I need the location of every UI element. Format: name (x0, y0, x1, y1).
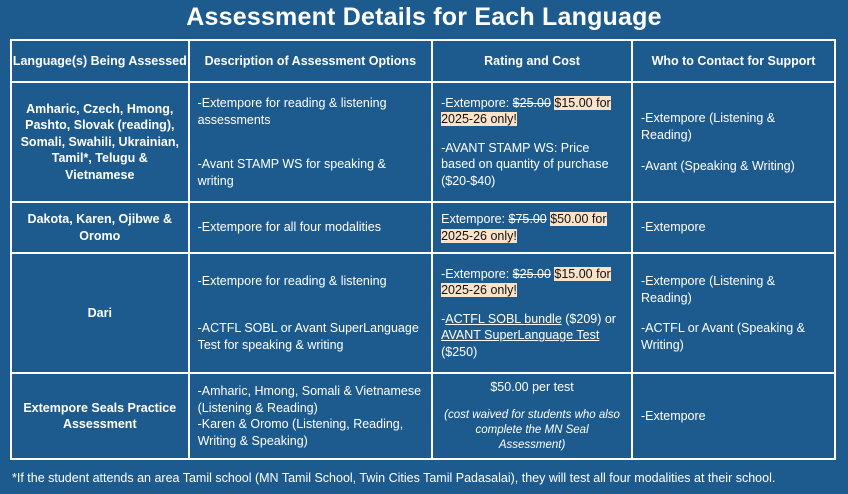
description-cell (189, 253, 433, 373)
contact-line: -Extempore (Listening & Reading) (641, 111, 776, 142)
table-header-row (11, 40, 835, 82)
table-row (11, 373, 835, 459)
new-price-highlight: $15.00 for 2025-26 only! (441, 95, 611, 127)
description-cell (189, 82, 433, 202)
column-header: Who to Contact for Support (632, 40, 835, 82)
description-cell: -Extempore for all four modalities (189, 202, 433, 253)
old-price: $25.00 (512, 266, 551, 281)
contact-line: -ACTFL or Avant (Speaking & Writing) (641, 321, 805, 352)
cost-line: -AVANT STAMP WS: Price based on quantity of purchase ($20-$40) (441, 140, 609, 188)
table-row (11, 82, 835, 202)
cost-cell (432, 202, 632, 253)
cost-main: $50.00 per test (490, 380, 574, 395)
column-header: Rating and Cost (432, 40, 632, 82)
language-cell: Amharic, Czech, Hmong, Pashto, Slovak (reading), Somali, Swahili, Ukrainian, Tamil*, Telugu & Vietnamese (11, 82, 189, 202)
cost-prefix: -Extempore: (441, 95, 513, 110)
cost-line (441, 95, 623, 128)
assessment-table (10, 39, 836, 460)
contact-line: -Avant (Speaking & Writing) (641, 158, 795, 173)
column-header: Language(s) Being Assessed (11, 40, 189, 82)
language-cell: Dari (11, 253, 189, 373)
cost-line (441, 266, 623, 299)
cost-cell (432, 82, 632, 202)
description-line: -Extempore for reading & listening assessments (197, 96, 387, 127)
table-row (11, 202, 835, 253)
description-line: -ACTFL SOBL or Avant SuperLanguage Test for speaking & writing (197, 321, 419, 352)
cost-prefix: - (441, 311, 446, 326)
cost-cell (432, 373, 632, 459)
column-header: Description of Assessment Options (189, 40, 433, 82)
avant-superlanguage-test-link[interactable]: AVANT SuperLanguage Test (441, 328, 600, 343)
actfl-sobl-bundle-link[interactable]: ACTFL SOBL bundle (445, 311, 562, 326)
footnote: *If the student attends an area Tamil school (MN Tamil School, Twin Cities Tamil Padasalai), they will test all four modalities at their school. (12, 471, 776, 485)
contact-cell: -Extempore (632, 373, 835, 459)
new-price-highlight: $50.00 for 2025-26 only! (441, 212, 607, 243)
language-cell: Dakota, Karen, Ojibwe & Oromo (11, 202, 189, 253)
new-price-highlight: $15.00 for 2025-26 only! (441, 266, 611, 298)
cost-note: (cost waived for students who also complete the MN Seal Assessment) (444, 408, 620, 451)
old-price: $75.00 (508, 212, 547, 226)
contact-cell: -Extempore (632, 202, 835, 253)
old-price: $25.00 (512, 95, 551, 110)
description-line: -Avant STAMP WS for speaking & writing (197, 157, 386, 188)
language-cell: Extempore Seals Practice Assessment (11, 373, 189, 459)
cost-line (441, 311, 623, 361)
description-line: -Extempore for reading & listening (197, 274, 387, 288)
page-title: Assessment Details for Each Language (186, 3, 662, 31)
description-line: -Amharic, Hmong, Somali & Vietnamese (Listening & Reading) (197, 384, 422, 415)
description-cell (189, 373, 433, 459)
contact-line: -Extempore (Listening & Reading) (641, 274, 776, 305)
table-row (11, 253, 835, 373)
contact-cell (632, 253, 835, 373)
description-line: -Karen & Oromo (Listening, Reading, Writing & Speaking) (197, 417, 404, 448)
cost-cell (432, 253, 632, 373)
cost-prefix: -Extempore: (441, 266, 513, 281)
cost-prefix: Extempore: (441, 212, 509, 226)
cost-text: ($250) (441, 344, 478, 359)
contact-cell (632, 82, 835, 202)
cost-text: ($209) or (561, 311, 616, 326)
